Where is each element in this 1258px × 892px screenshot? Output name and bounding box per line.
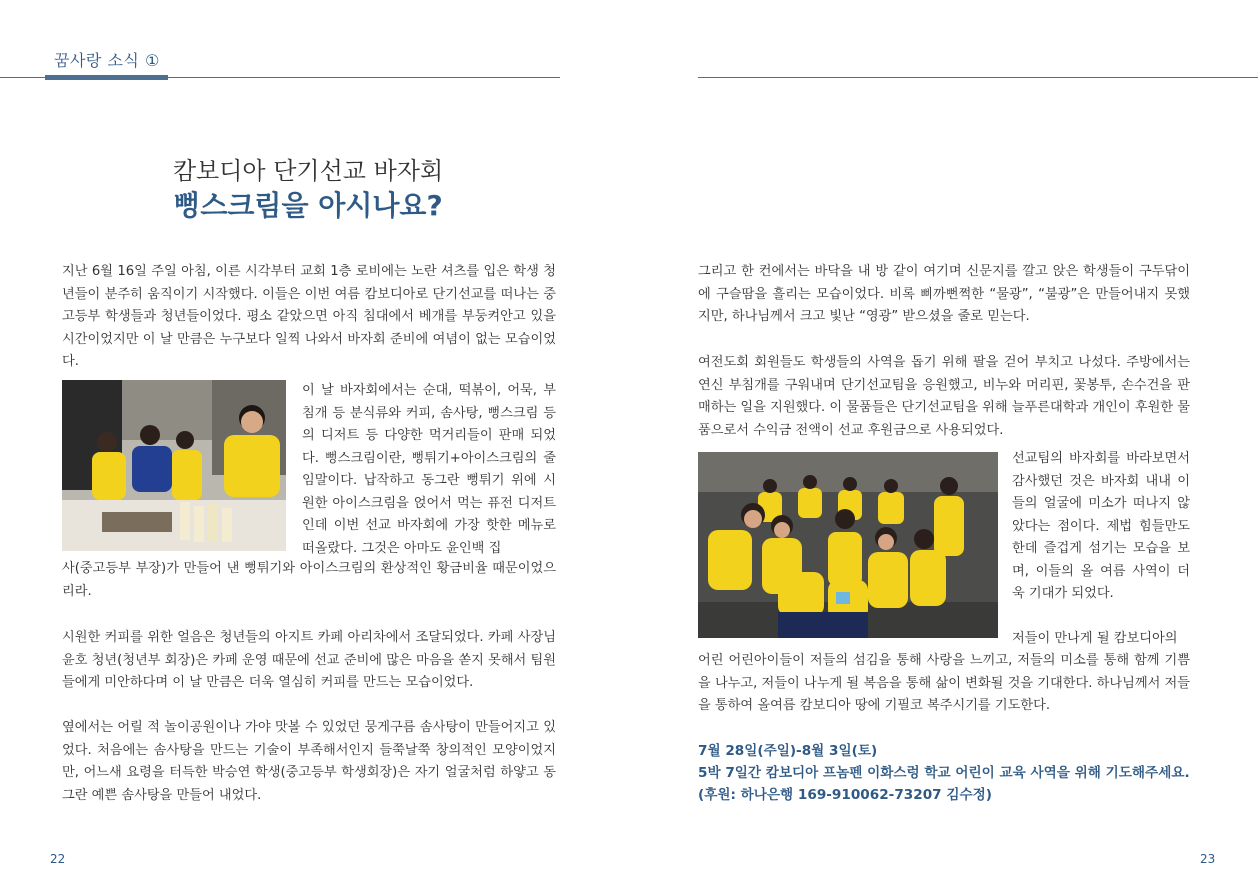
info-prayer-request: 5박 7일간 캄보디아 프놈펜 이화스렁 학교 어린이 교육 사역을 위해 기도해주세요. bbox=[698, 765, 1190, 781]
page-number-left: 22 bbox=[50, 852, 66, 866]
right-paragraph-4-continued: 어린 어린아이들이 저들의 섬김을 통해 사랑을 느끼고, 저들의 미소를 통해 함께 기쁨을 나누고, 저들이 나누게 될 복음을 통해 삶이 변화될 것을 기대한다. 하나님께서 저들을 통하여 올여름 캄보디아 땅에 기필코 복주시기를 기도한다. bbox=[698, 653, 1190, 713]
left-paragraph-2-wrapped: 이 날 바자회에서는 순대, 떡볶이, 어묵, 부침개 등 분식류와 커피, 솜사탕, 뻥스크림 등의 디저트 등 다양한 먹거리들이 판매 되었다. 뻥스크림이란, 뻥튀기+아이스크림의 줄임말이다. 납작하고 동그란 뻥튀기 위에 시원한 아이스크림을 얹어서 먹는 퓨전 디저트인데 이번 선교 바자회에 가장 핫한 메뉴로 떠올랐다. 그것은 아마도 윤인백 집 bbox=[302, 383, 556, 556]
header-rule-right bbox=[698, 77, 1258, 78]
bazaar-photo-1 bbox=[62, 380, 286, 551]
right-paragraph-4-wrapped: 저들이 만나게 될 캄보디아의 bbox=[1012, 631, 1178, 646]
left-paragraph-1: 지난 6월 16일 주일 아침, 이른 시각부터 교회 1층 로비에는 노란 셔츠를 입은 학생 청년들이 분주히 움직이기 시작했다. 이들은 이번 여름 캄보디아로 단기선교를 떠나는 중고등부 학생들과 청년들이었다. 평소 같았으면 아직 침대에서 베개를 부둥켜안고 있을 시간이었지만 이 날 만큼은 누구보다 일찍 나와서 바자회 준비에 여념이 없는 모습이었다. bbox=[62, 264, 556, 369]
info-dates: 7월 28일(주일)-8월 3일(토) bbox=[698, 743, 878, 759]
right-paragraph-3-wrapped: 선교팀의 바자회를 바라보면서 감사했던 것은 바자회 내내 이들의 얼굴에 미소가 떠나지 않았다는 점이다. 제법 힘들만도 한데 즐겁게 섬기는 모습을 보며, 이들의 올 여름 사역이 더욱 기대가 되었다. bbox=[1012, 451, 1190, 601]
right-paragraph-2: 여전도회 회원들도 학생들의 사역을 돕기 위해 팔을 걷어 부치고 나섰다. 주방에서는 연신 부침개를 구워내며 단기선교팀을 응원했고, 비누와 머리핀, 꽃봉투, 손수건을 판매하는 일을 지원했다. 이 물품들은 단기선교팀을 위해 늘푸른대학과 개인이 후원한 물품으로서 수익금 전액이 선교 후원금으로 사용되었다. bbox=[698, 355, 1190, 438]
info-donation-account: (후원: 하나은행 169-910062-73207 김수정) bbox=[698, 787, 992, 803]
team-photo bbox=[698, 452, 998, 638]
section-label: 꿈사랑 소식 ① bbox=[54, 51, 160, 70]
page-number-right: 23 bbox=[1200, 852, 1216, 866]
left-paragraph-2-continued: 사(중고등부 부장)가 만들어 낸 뻥튀기와 아이스크림의 환상적인 황금비율 때문이었으리라. bbox=[62, 561, 556, 599]
article-title: 뻥스크림을 아시나요? bbox=[173, 189, 443, 222]
right-paragraph-1: 그리고 한 컨에서는 바닥을 내 방 같이 여기며 신문지를 깔고 앉은 학생들이 구두닦이에 구슬땀을 흘리는 모습이었다. 비록 삐까뻔쩍한 “물광”, “불광”은 만들어내지 못했지만, 하나님께서 크고 빛난 “영광” 받으셨을 줄로 믿는다. bbox=[698, 264, 1190, 324]
left-paragraph-4: 옆에서는 어릴 적 놀이공원이나 가야 맛볼 수 있었던 뭉게구름 솜사탕이 만들어지고 있었다. 처음에는 솜사탕을 만드는 기술이 부족해서인지 들쭉날쭉 창의적인 모양이었지만, 어느새 요령을 터득한 박승연 학생(중고등부 학생회장)은 자기 얼굴처럼 하얗고 동그란 예쁜 솜사탕을 만들어 내었다. bbox=[62, 720, 556, 803]
left-paragraph-3: 시원한 커피를 위한 얼음은 청년들의 아지트 카페 아리차에서 조달되었다. 카페 사장님 윤호 청년(청년부 회장)은 카페 운영 때문에 선교 준비에 많은 마음을 쏟지 못해서 팀원들에게 미안하다며 이 날 만큼은 더욱 열심히 커피를 만드는 모습이었다. bbox=[62, 630, 556, 690]
article-subtitle: 캄보디아 단기선교 바자회 bbox=[172, 157, 444, 185]
header-rule-accent bbox=[45, 75, 168, 80]
